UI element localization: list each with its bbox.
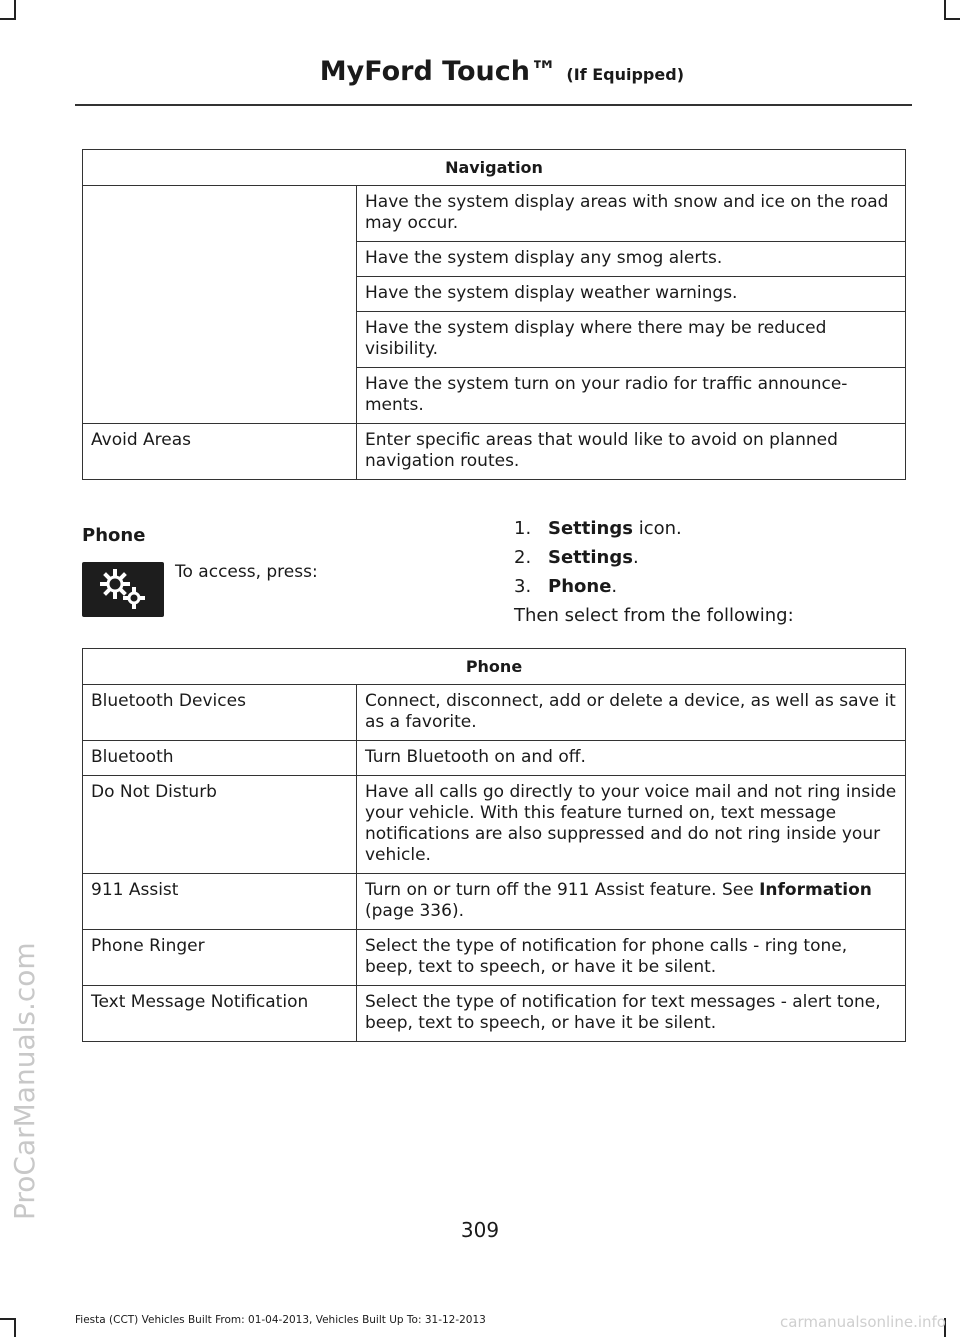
page-title	[320, 56, 684, 87]
cross-reference-link[interactable]: Information	[759, 880, 872, 900]
footer-text: Fiesta (CCT) Vehicles Built From: 01-04-2013, Vehicles Built Up To: 31-12-2013	[75, 1314, 486, 1326]
table-cell-label: Do Not Disturb	[83, 776, 357, 874]
list-item: 1. Settings icon.	[514, 518, 682, 539]
table-cell: Select the type of notification for phone calls - ring tone, beep, text to speech, or have it be silent.	[357, 930, 906, 986]
navigation-group-cell	[83, 186, 357, 424]
crop-mark	[0, 1318, 16, 1320]
table-cell: Enter specific areas that would like to avoid on planned navigation routes.	[357, 424, 906, 480]
instruction-text: Then select from the following:	[514, 605, 794, 626]
table-cell: Turn Bluetooth on and off.	[357, 741, 906, 776]
section-heading: Phone	[82, 525, 146, 546]
table-cell: Have all calls go directly to your voice mail and not ring inside your vehicle. With this feature turned on, text message notifications are also suppressed and do not ring inside your vehicle.	[357, 776, 906, 874]
page-title-main: MyFord Touch™	[319, 56, 558, 87]
table-row	[83, 776, 906, 874]
list-item: 3. Phone.	[514, 576, 618, 597]
footer-watermark: carmanualsonline.info	[780, 1313, 946, 1331]
table-cell-label: Bluetooth	[83, 741, 357, 776]
table-cell: Connect, disconnect, add or delete a device, as well as save it as a favorite.	[357, 685, 906, 741]
crop-mark	[0, 18, 16, 20]
table-row	[83, 930, 906, 986]
page-number: 309	[460, 1218, 500, 1242]
steps-list	[514, 514, 682, 601]
phone-table-heading: Phone	[83, 649, 906, 685]
table-row	[83, 741, 906, 776]
table-row	[83, 874, 906, 930]
table-cell-label: Phone Ringer	[83, 930, 357, 986]
navigation-table-heading: Navigation	[83, 150, 906, 186]
table-cell: Select the type of notification for text messages - alert tone, beep, text to speech, or have it be silent.	[357, 986, 906, 1042]
page-title-suffix: (If Equipped)	[566, 65, 684, 84]
table-row	[83, 685, 906, 741]
crop-mark	[14, 0, 16, 18]
table-cell: Have the system display areas with snow and ice on the road may occur.	[357, 186, 906, 242]
table-cell-label: Text Message Notification	[83, 986, 357, 1042]
table-cell: Have the system turn on your radio for traffic announce-ments.	[357, 368, 906, 424]
phone-table	[82, 648, 906, 1042]
list-item: 2. Settings.	[514, 547, 639, 568]
header-divider	[75, 104, 912, 106]
navigation-table	[82, 149, 906, 480]
table-cell: Have the system display any smog alerts.	[357, 242, 906, 277]
table-cell-label: Bluetooth Devices	[83, 685, 357, 741]
table-cell: Have the system display where there may be reduced visibility.	[357, 312, 906, 368]
watermark: ProCarManuals.com	[8, 942, 41, 1220]
access-instruction: To access, press:	[175, 562, 318, 582]
settings-gears-icon	[82, 562, 164, 617]
table-row	[83, 986, 906, 1042]
crop-mark	[14, 1318, 16, 1337]
crop-mark	[944, 0, 946, 18]
table-cell: Turn on or turn off the 911 Assist feature. See Information (page 336).	[357, 874, 906, 930]
crop-mark	[944, 18, 960, 20]
table-cell-label: 911 Assist	[83, 874, 357, 930]
table-cell: Have the system display weather warnings.	[357, 277, 906, 312]
table-cell-label: Avoid Areas	[83, 424, 357, 480]
